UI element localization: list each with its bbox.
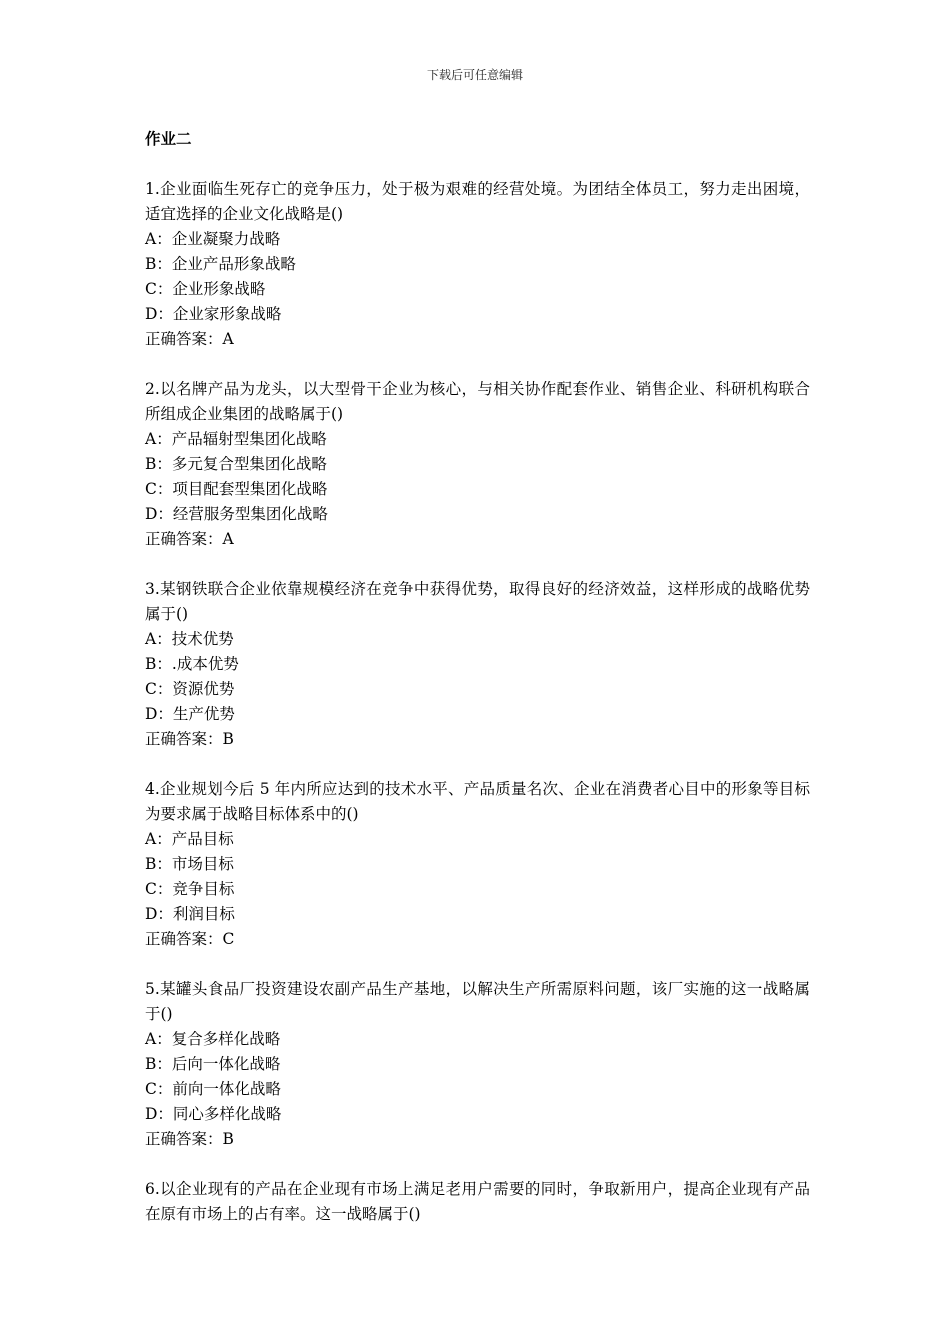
option-c: C：项目配套型集团化战略 (145, 480, 328, 498)
question-3 (145, 577, 810, 752)
option-a: A：复合多样化战略 (145, 1030, 281, 1048)
option-d: D：利润目标 (145, 905, 235, 923)
question-4 (145, 777, 810, 952)
option-c: C：企业形象战略 (145, 280, 266, 298)
correct-answer: 正确答案：A (145, 330, 234, 348)
option-b: B：.成本优势 (145, 655, 239, 673)
question-1 (145, 177, 810, 352)
question-text: 5.某罐头食品厂投资建设农副产品生产基地，以解决生产所需原料问题，该厂实施的这一战略属于() (145, 980, 810, 1023)
correct-answer: 正确答案：A (145, 530, 234, 548)
option-b: B：企业产品形象战略 (145, 255, 296, 273)
option-b: B：多元复合型集团化战略 (145, 455, 327, 473)
option-c: C：前向一体化战略 (145, 1080, 281, 1098)
question-text: 1.企业面临生死存亡的竞争压力，处于极为艰难的经营处境。为团结全体员工，努力走出困境，适宜选择的企业文化战略是() (145, 180, 810, 223)
option-a: A：技术优势 (145, 630, 234, 648)
option-c: C：资源优势 (145, 680, 235, 698)
question-text: 2.以名牌产品为龙头，以大型骨干企业为核心，与相关协作配套作业、销售企业、科研机构联合所组成企业集团的战略属于() (145, 380, 810, 423)
option-b: B：市场目标 (145, 855, 234, 873)
option-d: D：生产优势 (145, 705, 235, 723)
document-title: 作业二 (145, 129, 192, 148)
document-body (145, 126, 810, 1252)
option-c: C：竞争目标 (145, 880, 235, 898)
question-text: 4.企业规划今后 5 年内所应达到的技术水平、产品质量名次、企业在消费者心目中的形象等目标为要求属于战略目标体系中的() (145, 780, 810, 823)
question-text: 6.以企业现有的产品在企业现有市场上满足老用户需要的同时，争取新用户，提高企业现有产品在原有市场上的占有率。这一战略属于() (145, 1180, 810, 1223)
correct-answer: 正确答案：C (145, 930, 235, 948)
option-a: A：产品辐射型集团化战略 (145, 430, 327, 448)
question-text: 3.某钢铁联合企业依靠规模经济在竞争中获得优势，取得良好的经济效益，这样形成的战略优势属于() (145, 580, 810, 623)
correct-answer: 正确答案：B (145, 730, 234, 748)
correct-answer: 正确答案：B (145, 1130, 234, 1148)
question-2 (145, 377, 810, 552)
question-6 (145, 1177, 810, 1227)
option-a: A：产品目标 (145, 830, 234, 848)
option-d: D：同心多样化战略 (145, 1105, 282, 1123)
option-b: B：后向一体化战略 (145, 1055, 281, 1073)
question-5 (145, 977, 810, 1152)
option-a: A：企业凝聚力战略 (145, 230, 281, 248)
option-d: D：企业家形象战略 (145, 305, 282, 323)
page-header: 下载后可任意编辑 (426, 68, 523, 82)
option-d: D：经营服务型集团化战略 (145, 505, 328, 523)
